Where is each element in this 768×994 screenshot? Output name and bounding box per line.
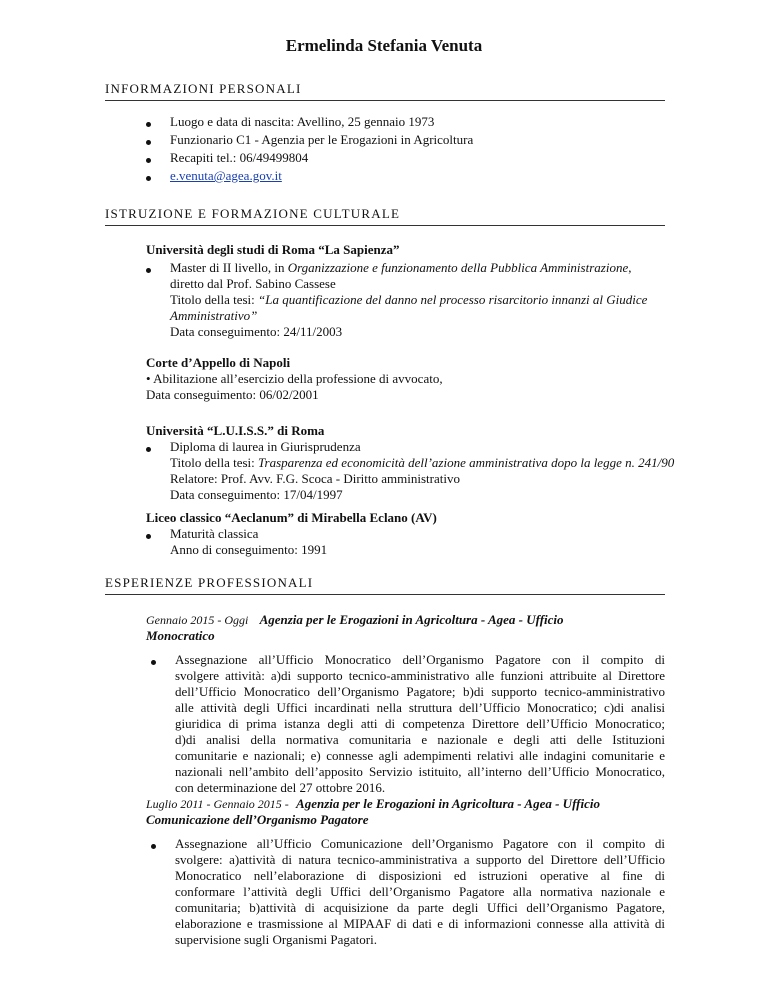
cv-name: Ermelinda Stefania Venuta <box>285 36 483 55</box>
edu-master-director: diretto dal Prof. Sabino Cassese <box>170 276 336 291</box>
exp-description-line: dell’Ufficio Monocratico dell’Organismo Pagatore; b)di supporto tecnico-amministrativo <box>175 684 665 699</box>
phone-info: Recapiti tel.: 06/49499804 <box>170 150 309 165</box>
edu-master-thesis <box>170 292 647 308</box>
exp-description-2 <box>175 836 665 948</box>
edu-institution-sapienza: Università degli studi di Roma “La Sapienza” <box>146 242 400 257</box>
edu-master-date: Data conseguimento: 24/11/2003 <box>170 324 343 339</box>
exp-description-line: svolgere attività: a)di supporto tecnico-amministrativo alle funzioni attribuite al Direttore <box>175 668 665 683</box>
edu-institution-liceo: Liceo classico “Aeclanum” di Mirabella Eclano (AV) <box>146 510 437 525</box>
exp-description-line: giuridica di prima istanza degli atti di competenza Direttore dell’Ufficio Monocratico; <box>175 716 665 731</box>
exp-header-2 <box>146 796 666 812</box>
edu-master-subject: Organizzazione e funzionamento della Pubblica Amministrazione <box>287 260 629 275</box>
bullet-icon <box>146 122 151 127</box>
edu-laurea-thesis-label: Titolo della tesi: <box>170 455 258 470</box>
exp-description-1 <box>175 652 665 796</box>
exp-employer: Agenzia per le Erogazioni in Agricoltura - Agea - Ufficio <box>296 796 600 811</box>
exp-employer: Agenzia per le Erogazioni in Agricoltura - Agea - Ufficio <box>259 612 564 627</box>
exp-description-line: supervisione sugli Organismi Pagatori. <box>175 932 377 947</box>
edu-laurea-date: Data conseguimento: 17/04/1997 <box>170 487 343 502</box>
exp-description-line: d)di analisi della normativa comunitaria e nazionale e degli atti delle Istituzioni <box>175 732 665 747</box>
bullet-icon <box>146 176 151 181</box>
exp-description-line: comunitarie e nazionali; e) connesse agli adempimenti relativi alle indagini comunitarie e <box>175 748 665 763</box>
edu-institution-corte: Corte d’Appello di Napoli <box>146 355 291 370</box>
edu-thesis-title: “La quantificazione del danno nel processo risarcitorio innanzi al Giudice <box>258 292 648 307</box>
edu-laurea: Diploma di laurea in Giurisprudenza <box>170 439 361 454</box>
edu-laurea-thesis-title: Trasparenza ed economicità dell’azione amministrativa dopo la legge n. 241/90 <box>258 455 675 470</box>
job-title: Funzionario C1 - Agenzia per le Erogazioni in Agricoltura <box>170 132 474 147</box>
section-title-personal: INFORMAZIONI PERSONALI <box>105 81 665 101</box>
exp-employer-cont: Monocratico <box>146 628 215 643</box>
bullet-icon <box>146 158 151 163</box>
exp-description-line: con determinazione del 27 ottobre 2016. <box>175 780 386 795</box>
exp-description-line: comunitaria; b)attività di acquisizione da parte degli Uffici dell’Organismo Pagatore, <box>175 900 665 915</box>
bullet-icon <box>146 268 151 273</box>
exp-period: Gennaio 2015 - Oggi <box>146 613 249 627</box>
edu-master-prefix: Master di II livello, in <box>170 260 288 275</box>
exp-description-line: nazionali nell’ambito dell’apposito Servizio istituito, all’interno dell’Ufficio Monocratico, <box>175 764 665 779</box>
bullet-icon <box>146 447 151 452</box>
edu-maturita-year: Anno di conseguimento: 1991 <box>170 542 328 557</box>
edu-avvocato-date: Data conseguimento: 06/02/2001 <box>146 387 319 402</box>
exp-period: Luglio 2011 - Gennaio 2015 - <box>146 797 289 811</box>
exp-description-line: Assegnazione all’Ufficio Comunicazione dell’Organismo Pagatore con il compito di <box>175 836 665 851</box>
section-title-education: ISTRUZIONE E FORMAZIONE CULTURALE <box>105 206 665 226</box>
edu-thesis-label: Titolo della tesi: <box>170 292 258 307</box>
exp-description-line: elaborazione e trasmissione al MIPAAF di dati e di informazioni connesse alla attività di <box>175 916 665 931</box>
exp-description-line: Assegnazione all’Ufficio Monocratico dell’Organismo Pagatore con il compito di <box>175 652 665 667</box>
section-title-experience: ESPERIENZE PROFESSIONALI <box>105 575 665 595</box>
edu-thesis-title-cont: Amministrativo” <box>170 308 258 323</box>
edu-laurea-thesis <box>170 455 674 471</box>
exp-header-1 <box>146 612 666 628</box>
edu-institution-luiss: Università “L.U.I.S.S.” di Roma <box>146 423 325 438</box>
exp-description-line: Monocratico nell’elaborazione di disposizioni ed istruzioni operative al fine di <box>175 868 665 883</box>
exp-employer-cont: Comunicazione dell’Organismo Pagatore <box>146 812 369 827</box>
edu-maturita: Maturità classica <box>170 526 259 541</box>
email-link[interactable]: e.venuta@agea.gov.it <box>170 168 282 183</box>
bullet-icon <box>146 140 151 145</box>
bullet-icon <box>151 660 156 665</box>
bullet-icon <box>151 844 156 849</box>
bullet-icon <box>146 534 151 539</box>
birth-info: Luogo e data di nascita: Avellino, 25 gennaio 1973 <box>170 114 435 129</box>
edu-master-comma: , <box>628 260 632 275</box>
exp-description-line: conformare l’attività degli Uffici dell’Organismo Pagatore alla normativa nazionale e <box>175 884 665 899</box>
exp-description-line: svolgere: a)attività di natura tecnico-amministrativa a supporto del Direttore dell’Ufficio <box>175 852 665 867</box>
edu-avvocato: • Abilitazione all’esercizio della professione di avvocato, <box>146 371 443 386</box>
edu-laurea-relatore: Relatore: Prof. Avv. F.G. Scoca - Diritto amministrativo <box>170 471 460 486</box>
edu-master-line <box>170 260 631 276</box>
exp-description-line: alle attività degli Uffici incardinati nella struttura dell’Ufficio Monocratico; c)di analisi <box>175 700 665 715</box>
